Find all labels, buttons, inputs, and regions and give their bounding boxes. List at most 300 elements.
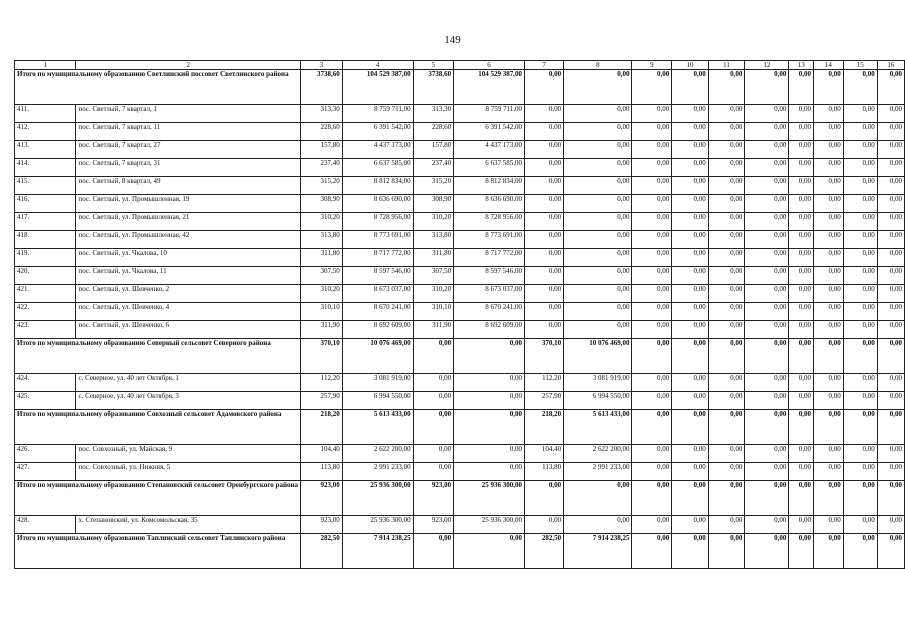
- value-cell: 0,00: [454, 534, 525, 569]
- value-cell: 307,50: [413, 267, 453, 285]
- value-cell: 0,00: [632, 410, 672, 445]
- subtotal-row: [15, 481, 905, 516]
- value-cell: 0,00: [789, 303, 814, 321]
- address-cell: пос. Светлый, ул. Шевченко, 6: [76, 321, 301, 339]
- row-number-cell: 416.: [15, 195, 76, 213]
- value-cell: 0,00: [745, 534, 789, 569]
- value-cell: 0,00: [789, 410, 814, 445]
- value-cell: 0,00: [877, 177, 904, 195]
- value-cell: 0,00: [708, 249, 745, 267]
- value-cell: 307,50: [301, 267, 343, 285]
- value-cell: 104,40: [301, 445, 343, 463]
- value-cell: 0,00: [877, 516, 904, 534]
- value-cell: 0,00: [708, 463, 745, 481]
- value-cell: 8 692 609,00: [454, 321, 525, 339]
- value-cell: 0,00: [632, 195, 672, 213]
- value-cell: 0,00: [745, 123, 789, 141]
- value-cell: 6 391 542,00: [342, 123, 413, 141]
- value-cell: 0,00: [632, 374, 672, 392]
- value-cell: 0,00: [413, 374, 453, 392]
- value-cell: 0,00: [632, 159, 672, 177]
- value-cell: 0,00: [814, 213, 844, 231]
- column-number-cell: 10: [672, 61, 709, 70]
- value-cell: 0,00: [789, 141, 814, 159]
- value-cell: 0,00: [564, 303, 632, 321]
- value-cell: 0,00: [454, 339, 525, 374]
- value-cell: 0,00: [413, 410, 453, 445]
- value-cell: 0,00: [708, 392, 745, 410]
- value-cell: 0,00: [672, 481, 709, 516]
- row-number-cell: 423.: [15, 321, 76, 339]
- value-cell: 0,00: [672, 213, 709, 231]
- value-cell: 8 759 711,00: [454, 105, 525, 123]
- table-row: [15, 321, 905, 339]
- address-cell: пос. Светлый, ул. Промышленная, 19: [76, 195, 301, 213]
- value-cell: 0,00: [789, 374, 814, 392]
- value-cell: 0,00: [814, 141, 844, 159]
- value-cell: 0,00: [745, 392, 789, 410]
- value-cell: 0,00: [789, 177, 814, 195]
- value-cell: 923,00: [413, 516, 453, 534]
- value-cell: 0,00: [843, 339, 877, 374]
- value-cell: 3738,60: [413, 70, 453, 105]
- value-cell: 0,00: [789, 159, 814, 177]
- subtotal-label: Итого по муниципальному образованию Совхозный сельсовет Адамовского района: [15, 410, 301, 445]
- value-cell: 313,80: [301, 231, 343, 249]
- value-cell: 311,80: [301, 249, 343, 267]
- row-number-cell: 420.: [15, 267, 76, 285]
- value-cell: 0,00: [708, 374, 745, 392]
- value-cell: 0,00: [672, 534, 709, 569]
- value-cell: 282,50: [301, 534, 343, 569]
- value-cell: 0,00: [745, 159, 789, 177]
- value-cell: 10 076 469,00: [342, 339, 413, 374]
- address-cell: пос. Светлый, ул. Шевченко, 2: [76, 285, 301, 303]
- value-cell: 313,80: [413, 231, 453, 249]
- value-cell: 311,90: [301, 321, 343, 339]
- address-cell: с. Северное, ул. 40 лет Октября, 1: [76, 374, 301, 392]
- row-number-cell: 414.: [15, 159, 76, 177]
- value-cell: 310,10: [413, 303, 453, 321]
- value-cell: 6 637 585,00: [342, 159, 413, 177]
- value-cell: 0,00: [672, 410, 709, 445]
- value-cell: 2 991 233,00: [342, 463, 413, 481]
- value-cell: 228,60: [413, 123, 453, 141]
- page-number: 149: [444, 34, 461, 46]
- table-row: [15, 374, 905, 392]
- value-cell: 0,00: [524, 516, 563, 534]
- value-cell: 0,00: [672, 70, 709, 105]
- value-cell: 8 773 691,00: [342, 231, 413, 249]
- value-cell: 0,00: [632, 249, 672, 267]
- value-cell: 0,00: [672, 195, 709, 213]
- value-cell: 0,00: [877, 105, 904, 123]
- value-cell: 8 812 834,00: [454, 177, 525, 195]
- value-cell: 0,00: [632, 445, 672, 463]
- value-cell: 0,00: [524, 303, 563, 321]
- value-cell: 0,00: [745, 303, 789, 321]
- table-row: [15, 231, 905, 249]
- address-cell: пос. Светлый, ул. Чкалова, 10: [76, 249, 301, 267]
- value-cell: 282,50: [524, 534, 563, 569]
- value-cell: 0,00: [632, 516, 672, 534]
- table-row: [15, 105, 905, 123]
- value-cell: 310,20: [301, 285, 343, 303]
- address-cell: пос. Светлый, 7 квартал, 31: [76, 159, 301, 177]
- value-cell: 0,00: [814, 70, 844, 105]
- value-cell: 0,00: [877, 303, 904, 321]
- value-cell: 315,20: [301, 177, 343, 195]
- value-cell: 0,00: [524, 159, 563, 177]
- value-cell: 0,00: [843, 159, 877, 177]
- value-cell: 370,10: [524, 339, 563, 374]
- value-cell: 0,00: [877, 481, 904, 516]
- row-number-cell: 417.: [15, 213, 76, 231]
- value-cell: 0,00: [843, 534, 877, 569]
- value-cell: 0,00: [632, 177, 672, 195]
- value-cell: 0,00: [708, 481, 745, 516]
- value-cell: 0,00: [843, 321, 877, 339]
- value-cell: 0,00: [745, 213, 789, 231]
- value-cell: 0,00: [843, 105, 877, 123]
- value-cell: 7 914 238,25: [564, 534, 632, 569]
- value-cell: 0,00: [843, 231, 877, 249]
- value-cell: 0,00: [672, 321, 709, 339]
- value-cell: 0,00: [843, 141, 877, 159]
- table-row: [15, 177, 905, 195]
- value-cell: 0,00: [564, 123, 632, 141]
- value-cell: 6 391 542,00: [454, 123, 525, 141]
- value-cell: 313,30: [301, 105, 343, 123]
- value-cell: 311,90: [413, 321, 453, 339]
- value-cell: 0,00: [564, 481, 632, 516]
- value-cell: 0,00: [843, 374, 877, 392]
- value-cell: 0,00: [672, 516, 709, 534]
- value-cell: 0,00: [789, 249, 814, 267]
- value-cell: 0,00: [524, 481, 563, 516]
- row-number-cell: 427.: [15, 463, 76, 481]
- value-cell: 0,00: [564, 195, 632, 213]
- value-cell: 0,00: [814, 249, 844, 267]
- address-cell: пос. Светлый, 7 квартал, 1: [76, 105, 301, 123]
- value-cell: 25 936 300,00: [454, 481, 525, 516]
- value-cell: 0,00: [843, 410, 877, 445]
- value-cell: 0,00: [877, 463, 904, 481]
- value-cell: 8 759 711,00: [342, 105, 413, 123]
- value-cell: 6 994 550,00: [342, 392, 413, 410]
- value-cell: 5 613 433,00: [564, 410, 632, 445]
- value-cell: 310,20: [301, 213, 343, 231]
- value-cell: 112,20: [524, 374, 563, 392]
- value-cell: 0,00: [524, 321, 563, 339]
- value-cell: 0,00: [564, 285, 632, 303]
- value-cell: 0,00: [814, 177, 844, 195]
- value-cell: 8 670 241,00: [454, 303, 525, 321]
- subtotal-row: [15, 534, 905, 569]
- value-cell: 0,00: [745, 463, 789, 481]
- row-number-cell: 424.: [15, 374, 76, 392]
- value-cell: 0,00: [454, 392, 525, 410]
- value-cell: 0,00: [814, 303, 844, 321]
- table-body: [15, 61, 905, 569]
- table-row: [15, 213, 905, 231]
- value-cell: 5 613 433,00: [342, 410, 413, 445]
- value-cell: 2 991 233,00: [564, 463, 632, 481]
- value-cell: 311,80: [413, 249, 453, 267]
- value-cell: 0,00: [789, 321, 814, 339]
- value-cell: 0,00: [708, 177, 745, 195]
- value-cell: 4 437 173,00: [342, 141, 413, 159]
- column-number-cell: 1: [15, 61, 76, 70]
- value-cell: 0,00: [524, 213, 563, 231]
- table-row: [15, 285, 905, 303]
- value-cell: 0,00: [877, 195, 904, 213]
- value-cell: 0,00: [672, 231, 709, 249]
- column-number-cell: 9: [632, 61, 672, 70]
- column-number-cell: 12: [745, 61, 789, 70]
- value-cell: 0,00: [877, 70, 904, 105]
- value-cell: 0,00: [814, 195, 844, 213]
- value-cell: 8 673 037,00: [454, 285, 525, 303]
- value-cell: 0,00: [877, 321, 904, 339]
- row-number-cell: 418.: [15, 231, 76, 249]
- value-cell: 6 637 585,00: [454, 159, 525, 177]
- value-cell: 8 717 772,00: [342, 249, 413, 267]
- value-cell: 0,00: [745, 339, 789, 374]
- value-cell: 3 081 919,00: [342, 374, 413, 392]
- value-cell: 0,00: [745, 141, 789, 159]
- column-number-cell: 7: [524, 61, 563, 70]
- value-cell: 0,00: [672, 463, 709, 481]
- value-cell: 0,00: [632, 303, 672, 321]
- row-number-cell: 412.: [15, 123, 76, 141]
- value-cell: 8 597 546,00: [342, 267, 413, 285]
- column-number-cell: 4: [342, 61, 413, 70]
- value-cell: 0,00: [564, 267, 632, 285]
- value-cell: 237,40: [413, 159, 453, 177]
- value-cell: 0,00: [814, 285, 844, 303]
- value-cell: 0,00: [745, 410, 789, 445]
- table-row: [15, 123, 905, 141]
- value-cell: 0,00: [814, 123, 844, 141]
- value-cell: 4 437 173,00: [454, 141, 525, 159]
- value-cell: 0,00: [524, 231, 563, 249]
- value-cell: 25 936 300,00: [342, 516, 413, 534]
- value-cell: 0,00: [632, 213, 672, 231]
- value-cell: 0,00: [745, 481, 789, 516]
- value-cell: 0,00: [843, 177, 877, 195]
- table-row: [15, 516, 905, 534]
- value-cell: 0,00: [413, 392, 453, 410]
- value-cell: 0,00: [632, 392, 672, 410]
- value-cell: 0,00: [877, 231, 904, 249]
- appendix-table: [14, 60, 905, 569]
- value-cell: 0,00: [524, 141, 563, 159]
- value-cell: 0,00: [789, 534, 814, 569]
- value-cell: 0,00: [877, 339, 904, 374]
- value-cell: 0,00: [632, 141, 672, 159]
- address-cell: с. Северное, ул. 40 лет Октября, 3: [76, 392, 301, 410]
- row-number-cell: 415.: [15, 177, 76, 195]
- value-cell: 0,00: [524, 105, 563, 123]
- value-cell: 0,00: [672, 339, 709, 374]
- value-cell: 0,00: [524, 123, 563, 141]
- value-cell: 218,20: [524, 410, 563, 445]
- value-cell: 0,00: [413, 534, 453, 569]
- value-cell: 0,00: [814, 463, 844, 481]
- value-cell: 0,00: [745, 249, 789, 267]
- value-cell: 0,00: [708, 195, 745, 213]
- address-cell: пос. Светлый, ул. Чкалова, 11: [76, 267, 301, 285]
- value-cell: 0,00: [632, 339, 672, 374]
- value-cell: 0,00: [564, 516, 632, 534]
- value-cell: 25 936 300,00: [342, 481, 413, 516]
- value-cell: 0,00: [708, 231, 745, 249]
- value-cell: 0,00: [632, 267, 672, 285]
- value-cell: 0,00: [632, 321, 672, 339]
- address-cell: пос. Совхозный, ул. Майская, 9: [76, 445, 301, 463]
- value-cell: 0,00: [524, 70, 563, 105]
- table-row: [15, 463, 905, 481]
- value-cell: 0,00: [789, 231, 814, 249]
- address-cell: х. Степановский, ул. Комсомольская, 35: [76, 516, 301, 534]
- row-number-cell: 425.: [15, 392, 76, 410]
- subtotal-row: [15, 410, 905, 445]
- column-number-cell: 8: [564, 61, 632, 70]
- value-cell: 0,00: [814, 481, 844, 516]
- column-number-cell: 11: [708, 61, 745, 70]
- row-number-cell: 411.: [15, 105, 76, 123]
- table-row: [15, 249, 905, 267]
- value-cell: 0,00: [632, 481, 672, 516]
- value-cell: 8 670 241,00: [342, 303, 413, 321]
- value-cell: 0,00: [564, 177, 632, 195]
- row-number-cell: 419.: [15, 249, 76, 267]
- value-cell: 0,00: [877, 213, 904, 231]
- value-cell: 0,00: [564, 249, 632, 267]
- table-row: [15, 267, 905, 285]
- column-number-cell: 13: [789, 61, 814, 70]
- value-cell: 0,00: [564, 321, 632, 339]
- value-cell: 0,00: [789, 285, 814, 303]
- value-cell: 0,00: [708, 70, 745, 105]
- value-cell: 0,00: [789, 463, 814, 481]
- value-cell: 0,00: [789, 213, 814, 231]
- value-cell: 0,00: [814, 267, 844, 285]
- address-cell: пос. Светлый, 7 квартал, 11: [76, 123, 301, 141]
- value-cell: 3738,60: [301, 70, 343, 105]
- table-row: [15, 445, 905, 463]
- value-cell: 0,00: [814, 105, 844, 123]
- subtotal-label: Итого по муниципальному образованию Таплинский сельсовет Таплинского района: [15, 534, 301, 569]
- value-cell: 0,00: [877, 249, 904, 267]
- value-cell: 0,00: [745, 445, 789, 463]
- value-cell: 0,00: [708, 303, 745, 321]
- value-cell: 0,00: [413, 445, 453, 463]
- value-cell: 0,00: [843, 213, 877, 231]
- value-cell: 237,40: [301, 159, 343, 177]
- value-cell: 0,00: [843, 195, 877, 213]
- value-cell: 0,00: [672, 392, 709, 410]
- value-cell: 0,00: [745, 374, 789, 392]
- address-cell: пос. Светлый, 8 квартал, 49: [76, 177, 301, 195]
- row-number-cell: 426.: [15, 445, 76, 463]
- value-cell: 308,90: [413, 195, 453, 213]
- value-cell: 0,00: [632, 123, 672, 141]
- value-cell: 0,00: [843, 445, 877, 463]
- value-cell: 8 692 609,00: [342, 321, 413, 339]
- value-cell: 0,00: [708, 105, 745, 123]
- table-row: [15, 159, 905, 177]
- value-cell: 0,00: [708, 213, 745, 231]
- column-number-cell: 2: [76, 61, 301, 70]
- value-cell: 0,00: [524, 195, 563, 213]
- value-cell: 257,90: [524, 392, 563, 410]
- value-cell: 0,00: [789, 339, 814, 374]
- row-number-cell: 413.: [15, 141, 76, 159]
- value-cell: 8 773 691,00: [454, 231, 525, 249]
- value-cell: 0,00: [708, 123, 745, 141]
- value-cell: 0,00: [843, 516, 877, 534]
- value-cell: 10 076 469,00: [564, 339, 632, 374]
- value-cell: 315,20: [413, 177, 453, 195]
- value-cell: 6 994 550,00: [564, 392, 632, 410]
- value-cell: 0,00: [745, 516, 789, 534]
- value-cell: 0,00: [745, 195, 789, 213]
- value-cell: 0,00: [708, 534, 745, 569]
- subtotal-row: [15, 339, 905, 374]
- value-cell: 0,00: [564, 213, 632, 231]
- value-cell: 104 529 387,00: [342, 70, 413, 105]
- value-cell: 0,00: [843, 303, 877, 321]
- value-cell: 0,00: [745, 105, 789, 123]
- value-cell: 104 529 387,00: [454, 70, 525, 105]
- value-cell: 0,00: [789, 70, 814, 105]
- value-cell: 0,00: [814, 445, 844, 463]
- column-number-cell: 16: [877, 61, 904, 70]
- column-number-row: [15, 61, 905, 70]
- value-cell: 0,00: [877, 534, 904, 569]
- value-cell: 0,00: [413, 339, 453, 374]
- value-cell: 0,00: [745, 177, 789, 195]
- subtotal-row: [15, 70, 905, 105]
- value-cell: 0,00: [814, 339, 844, 374]
- value-cell: 157,80: [301, 141, 343, 159]
- value-cell: 0,00: [672, 249, 709, 267]
- value-cell: 0,00: [843, 392, 877, 410]
- value-cell: 0,00: [745, 70, 789, 105]
- value-cell: 8 636 690,00: [342, 195, 413, 213]
- value-cell: 0,00: [672, 177, 709, 195]
- value-cell: 0,00: [843, 123, 877, 141]
- column-number-cell: 5: [413, 61, 453, 70]
- value-cell: 0,00: [843, 249, 877, 267]
- value-cell: 923,00: [301, 481, 343, 516]
- value-cell: 8 717 772,00: [454, 249, 525, 267]
- value-cell: 0,00: [789, 445, 814, 463]
- value-cell: 0,00: [789, 481, 814, 516]
- value-cell: 0,00: [632, 70, 672, 105]
- table-row: [15, 141, 905, 159]
- value-cell: 0,00: [789, 195, 814, 213]
- value-cell: 0,00: [672, 445, 709, 463]
- value-cell: 0,00: [672, 303, 709, 321]
- value-cell: 0,00: [745, 231, 789, 249]
- value-cell: 0,00: [789, 123, 814, 141]
- column-number-cell: 6: [454, 61, 525, 70]
- row-number-cell: 422.: [15, 303, 76, 321]
- value-cell: 0,00: [745, 321, 789, 339]
